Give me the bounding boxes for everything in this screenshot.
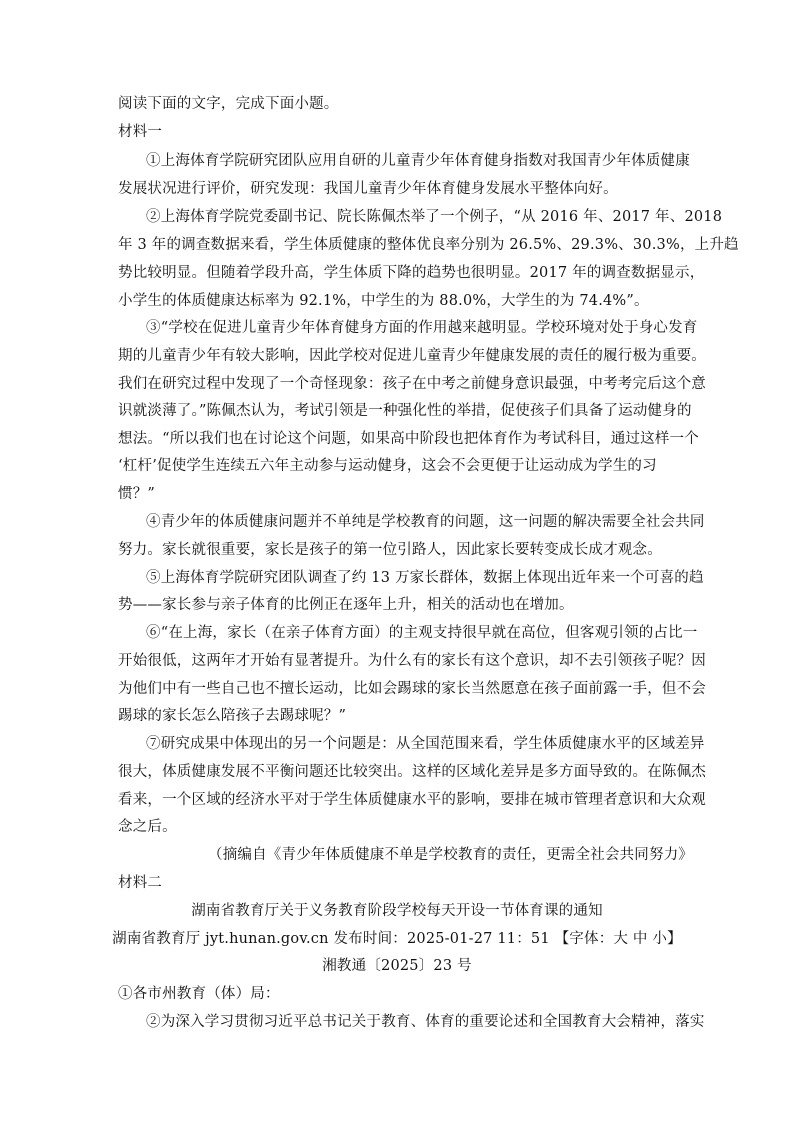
notice-doc-number: 湘教通〔2025〕23 号 (322, 958, 472, 974)
paragraph-line: 小学生的体质健康达标率为 92.1%，中学生的为 88.0%，大学生的为 74.4%”。 (118, 293, 649, 309)
paragraph-line: ⑤上海体育学院研究团队调查了约 13 万家长群体，数据上体现出近年来一个可喜的趋 (146, 570, 704, 586)
notice-title: 湖南省教育厅关于义务教育阶段学校每天开设一节体育课的通知 (191, 903, 603, 919)
paragraph-line: 踢球的家长怎么陪孩子去踢球呢？” (118, 708, 347, 724)
paragraph-line: ⑥“在上海，家长（在亲子体育方面）的主观支持很早就在高位，但客观引领的占比一 (146, 625, 698, 641)
paragraph-line: 年 3 年的调查数据来看，学生体质健康的整体优良率分别为 26.5%、29.3%、30.3%，上升趋 (118, 237, 739, 253)
paragraph-line: 看来，一个区域的经济水平对于学生体质健康水平的影响，要排在城市管理者意识和大众观 (118, 792, 706, 808)
paragraph-line: 为他们中有一些自己也不擅长运动，比如会踢球的家长当然愿意在孩子面前露一手，但不会 (118, 681, 706, 697)
paragraph-line: 努力。家长就很重要，家长是孩子的第一位引路人，因此家长要转变成长成才观念。 (118, 542, 662, 558)
paragraph-line: 期的儿童青少年有较大影响，因此学校对促进儿童青少年健康发展的责任的履行极为重要。 (118, 348, 706, 364)
paragraph-line: ‘杠杆’促使学生连续五六年主动参与运动健身，这会不会更便于让运动成为学生的习 (118, 458, 657, 474)
paragraph-line: 势比较明显。但随着学段升高，学生体质下降的趋势也很明显。2017 年的调查数据显示， (118, 265, 705, 281)
notice-meta: 湖南省教育厅 jyt.hunan.gov.cn 发布时间：2025-01-27 11：51 【字体：大 中 小】 (112, 931, 682, 947)
paragraph-line: 发展状况进行评价，研究发现：我国儿童青少年体育健身发展水平整体向好。 (118, 181, 618, 197)
paragraph-line: 惯？” (118, 486, 156, 502)
paragraph-line: ①各市州教育（体）局： (118, 986, 280, 1002)
paragraph-line: ④青少年的体质健康问题并不单纯是学校教育的问题，这一问题的解决需要全社会共同 (146, 514, 705, 530)
paragraph-line: ③“学校在促进儿童青少年体育健身方面的作用越来越明显。学校环境对处于身心发育 (146, 320, 698, 336)
paragraph-line: 念之后。 (118, 819, 177, 835)
paragraph-line: 开始很低，这两年才开始有显著提升。为什么有的家长有这个意识，却不去引领孩子呢？因 (118, 653, 706, 669)
paragraph-line: ②为深入学习贯彻习近平总书记关于教育、体育的重要论述和全国教育大会精神，落实 (146, 1014, 705, 1030)
material1-source: （摘编自《青少年体质健康不单是学校教育的责任，更需全社会共同努力》 (208, 847, 694, 863)
paragraph-line: 想法。“所以我们也在讨论这个问题，如果高中阶段也把体育作为考试科目，通过这样一个 (118, 431, 699, 447)
paragraph-line: 很大，体质健康发展不平衡问题还比较突出。这样的区域化差异是多方面导致的。在陈佩杰 (118, 764, 706, 780)
material1-heading: 材料一 (118, 124, 163, 140)
paragraph-line: ②上海体育学院党委副书记、院长陈佩杰举了一个例子，“从 2016 年、2017 年、2018 (146, 209, 723, 225)
paragraph-line: ⑦研究成果中体现出的另一个问题是：从全国范围来看，学生体质健康水平的区域差异 (146, 736, 705, 752)
material2-heading: 材料二 (118, 875, 163, 891)
paragraph-line: ①上海体育学院研究团队应用自研的儿童青少年体育健身指数对我国青少年体质健康 (146, 153, 690, 169)
paragraph-line: 识就淡薄了。”陈佩杰认为，考试引领是一种强化性的举措，促使孩子们具备了运动健身的 (118, 403, 692, 419)
paragraph-line: 势——家长参与亲子体育的比例正在逐年上升，相关的活动也在增加。 (118, 597, 574, 613)
intro-instruction: 阅读下面的文字，完成下面小题。 (118, 96, 339, 112)
paragraph-line: 我们在研究过程中发现了一个奇怪现象：孩子在中考之前健身意识最强，中考考完后这个意 (118, 376, 706, 392)
